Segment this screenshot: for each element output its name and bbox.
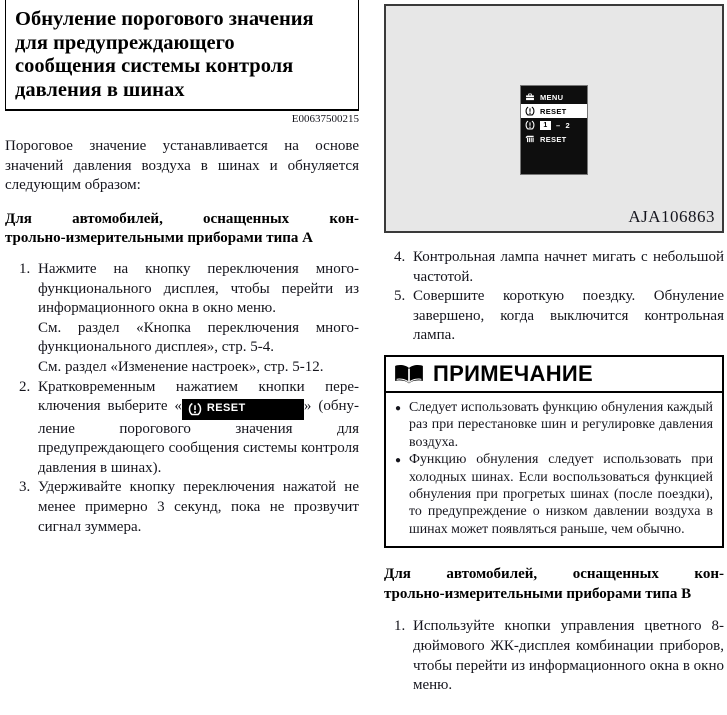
note-body	[386, 393, 722, 546]
step-reference: См. раздел «Изменение настроек», стр. 5-12.	[38, 358, 324, 375]
step-item	[5, 378, 359, 479]
step-text: Совершите короткую поездку. Обнуление завершено, когда выключится контрольная лампа.	[413, 288, 724, 344]
note-title: ПРИМЕЧАНИЕ	[433, 360, 594, 386]
section-code: E00637500215	[291, 113, 359, 125]
subsection-heading-line: трольно-измерительными приборами типа A	[5, 230, 313, 247]
display-row-tpms-reset-selected	[521, 104, 587, 118]
note-header	[386, 357, 722, 393]
step-number: 4.	[394, 249, 406, 265]
badge-label: RESET	[206, 402, 246, 415]
selected-value-box: 1	[540, 121, 551, 130]
page-title-line: давления в шинах	[15, 78, 185, 101]
display-row-tire-select	[521, 118, 587, 132]
note-bullet-item: ● Функцию обнуления следует использовать при холодных шинах. Если воспользоваться функцией обнуления при прогретых шинах (после поездки), то предупреждение о низком давлении воздуха в шинах может появляться раньше, чем обычно.	[395, 451, 713, 538]
toolbox-menu-icon	[525, 92, 535, 102]
value-option: 2	[565, 120, 570, 130]
page-title-line: для предупреждающего	[15, 31, 235, 54]
step-text: Нажмите на кнопку переключения многофункционального дисплея, чтобы перейти из информационного окна в окно меню.	[38, 260, 359, 317]
step-text: Кратковременным нажатием кнопки переключения выберите «	[38, 378, 359, 415]
subsection-heading-line: Для автомобилей, оснащенных кон-	[384, 566, 724, 583]
note-bullet-item: ● Следует использовать функцию обнуления каждый раз при перестановке шин и регулировке давления воздуха.	[395, 399, 713, 451]
step-number: 5.	[394, 288, 406, 305]
note-box	[384, 355, 724, 548]
left-column	[5, 0, 359, 537]
subsection-heading-line: трольно-измерительными приборами типа B	[384, 585, 692, 602]
page-title-line: Обнуление порогового значения	[15, 8, 314, 30]
step-text: Используйте кнопки управления цветного 8-дюймового ЖК-дисплея комбинации приборов, чтобы перейти из информационного окна в окно меню.	[413, 618, 724, 694]
figure-caption: AJA106863	[628, 207, 715, 226]
step-item	[384, 248, 724, 287]
instrument-display-figure	[384, 4, 724, 233]
step-number: 1.	[19, 260, 31, 277]
right-column	[384, 4, 724, 696]
subsection-heading-line: Для автомобилей, оснащенных кон-	[5, 210, 359, 227]
step-item	[5, 260, 359, 378]
step-item	[5, 478, 359, 537]
step-text: » (обнуление порогового значения для предупреждающего сообщения системы контроля давления в шинах).	[38, 398, 360, 476]
open-book-icon	[394, 363, 424, 385]
step-reference: См. раздел «Кнопка переключения многофункционального дисплея», стр. 5-4.	[38, 319, 359, 356]
display-row-maintenance-reset	[521, 132, 587, 146]
step-number: 1.	[394, 618, 406, 635]
tpms-icon	[525, 106, 535, 116]
step-number: 2.	[19, 378, 31, 395]
maintenance-icon	[525, 134, 535, 144]
numbered-steps-type-b	[384, 617, 724, 695]
step-item	[384, 287, 724, 346]
value-separator: –	[556, 120, 561, 130]
step-text-with-badge	[38, 378, 359, 479]
tpms-reset-button-badge	[182, 399, 304, 420]
step-item	[384, 617, 724, 695]
numbered-steps-type-a	[5, 260, 359, 537]
display-row-label: RESET	[540, 134, 567, 144]
subsection-heading-type-b	[384, 565, 724, 604]
page-title-line: сообщения системы контроля	[15, 55, 294, 77]
section-title-block	[5, 0, 359, 111]
tpms-icon	[188, 402, 202, 416]
step-text: Контрольная лампа начнет мигать с небольшой частотой.	[413, 249, 724, 285]
display-row-label: MENU	[540, 92, 564, 102]
tpms-icon	[525, 120, 535, 130]
subsection-heading-type-a	[5, 210, 359, 249]
display-row-menu	[521, 90, 587, 104]
intro-paragraph: Пороговое значение устанавливается на основе значений давления воздуха в шинах и обнуляется следующим образом:	[5, 138, 359, 194]
step-number: 3.	[19, 479, 31, 496]
display-row-label: RESET	[540, 106, 567, 116]
numbered-steps-continued	[384, 248, 724, 346]
step-text: Удерживайте кнопку переключения нажатой не менее примерно 3 секунд, пока не прозвучит сигнал зуммера.	[38, 479, 359, 535]
multi-information-display	[521, 86, 587, 174]
